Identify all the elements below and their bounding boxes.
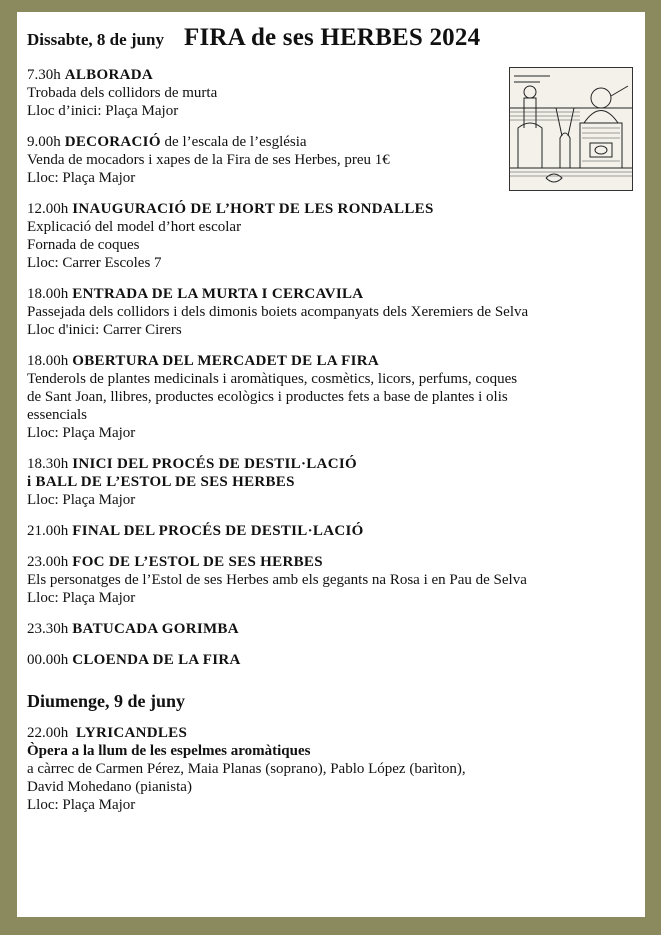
event-detail: a càrrec de Carmen Pérez, Maia Planas (soprano), Pablo López (barìton), [27,761,466,777]
event-title [27,285,633,303]
event-location: Lloc: Plaça Major [27,425,136,441]
event-time: 23.00h [27,554,69,570]
event-block [27,200,633,272]
event-detail: de Sant Joan, llibres, productes ecològics i productes fets a base de plantes i olis [27,389,508,405]
event-location: Lloc: Carrer Escoles 7 [27,255,162,271]
alembic-engraving-icon [510,68,632,190]
program-sheet [17,12,645,917]
event-block [27,455,633,509]
event-location: Lloc d’inici: Plaça Major [27,103,179,119]
event-block [27,553,633,607]
event-title [27,724,633,742]
event-time: 18.00h [27,353,69,369]
event-name: FINAL DEL PROCÉS DE DESTIL·LACIÓ [72,523,364,539]
event-location: Lloc: Plaça Major [27,797,136,813]
event-location: Lloc: Plaça Major [27,590,136,606]
sunday-date: Diumenge, 9 de juny [27,691,186,711]
event-title [27,352,633,370]
event-title [27,651,633,669]
event-time: 18.00h [27,286,69,302]
event-time: 12.00h [27,201,69,217]
event-name: INICI DEL PROCÉS DE DESTIL·LACIÓ [72,456,357,472]
distillation-illustration [509,67,633,191]
event-time: 7.30h [27,67,61,83]
event-name: ENTRADA DE LA MURTA I CERCAVILA [72,286,364,302]
saturday-date: Dissabte, 8 de juny [27,30,164,49]
event-name: BATUCADA GORIMBA [72,621,239,637]
event-location: Lloc: Plaça Major [27,170,136,186]
event-detail: Fornada de coques [27,237,140,253]
event-detail: Tenderols de plantes medicinals i aromàtiques, cosmètics, licors, perfums, coques [27,371,518,387]
event-detail: Trobada dels collidors de murta [27,85,218,101]
event-subtitle: Òpera a la llum de les espelmes aromàtiques [27,743,311,759]
event-name: FOC DE L’ESTOL DE SES HERBES [72,554,323,570]
event-block [27,285,633,339]
event-detail: Passejada dels collidors i dels dimonis boiets acompanyats dels Xeremiers de Selva [27,304,529,320]
event-block [27,352,633,442]
event-detail: David Mohedano (pianista) [27,779,192,795]
event-time: 23.30h [27,621,69,637]
event-time: 9.00h [27,134,61,150]
event-time: 22.00h [27,725,69,741]
event-title [27,553,633,571]
event-title [27,200,633,218]
event-title-line2 [27,473,633,491]
event-name: LYRICANDLES [76,725,188,741]
event-title [27,522,633,540]
event-block [27,522,633,540]
event-name-line2: i BALL DE L’ESTOL DE SES HERBES [27,474,295,490]
event-detail: Venda de mocadors i xapes de la Fira de ses Herbes, preu 1€ [27,152,390,168]
page-title: FIRA de ses HERBES 2024 [183,24,481,51]
event-time: 18.30h [27,456,69,472]
event-name: DECORACIÓ [64,134,161,150]
event-block [27,651,633,669]
event-location: Lloc: Plaça Major [27,492,136,508]
event-time: 00.00h [27,652,69,668]
event-name: CLOENDA DE LA FIRA [72,652,241,668]
event-detail: Explicació del model d’hort escolar [27,219,242,235]
sunday-event [27,724,633,814]
event-name: ALBORADA [64,67,153,83]
event-detail: Els personatges de l’Estol de ses Herbes amb els gegants na Rosa i en Pau de Selva [27,572,527,588]
event-title [27,455,633,473]
event-location: Lloc d'inici: Carrer Cirers [27,322,182,338]
event-detail: essencials [27,407,87,423]
event-time: 21.00h [27,523,69,539]
event-name-rest: de l’escala de l’església [160,134,307,150]
event-title [27,620,633,638]
event-name: INAUGURACIÓ DE L’HORT DE LES RONDALLES [72,201,434,217]
event-block [27,620,633,638]
header [27,24,633,54]
event-name: OBERTURA DEL MERCADET DE LA FIRA [72,353,380,369]
